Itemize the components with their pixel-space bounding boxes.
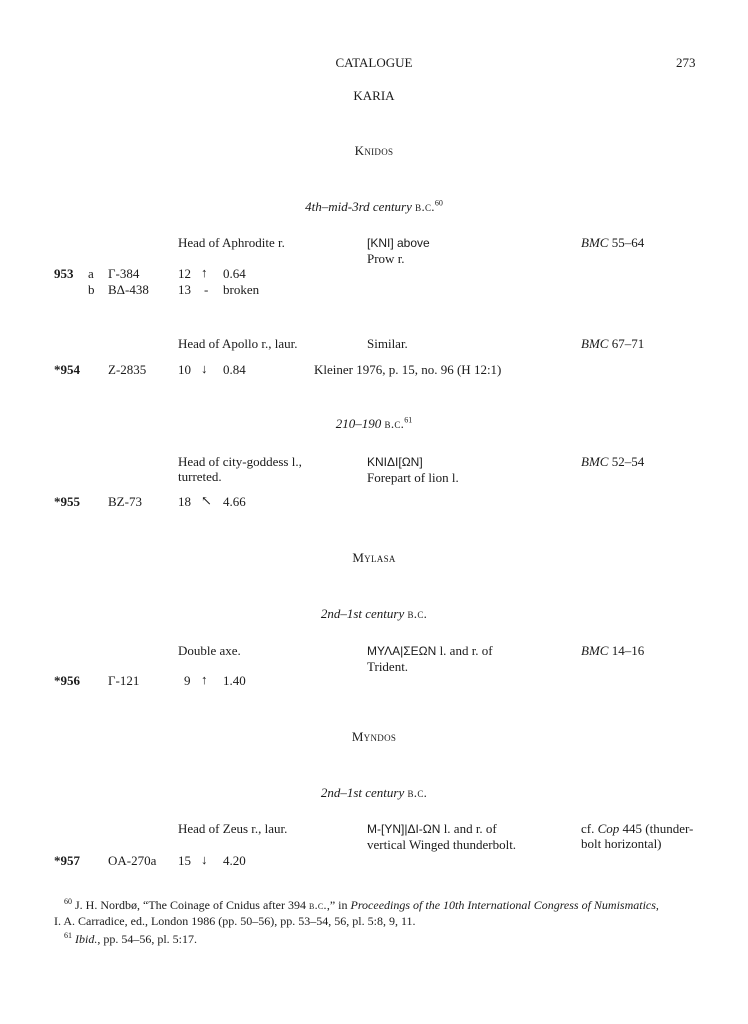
catalogue-number: *955 bbox=[54, 494, 80, 509]
reference: BMC 52–54 bbox=[581, 454, 645, 469]
inventory-number: ΒΔ-438 bbox=[108, 282, 149, 297]
running-head bbox=[0, 55, 748, 70]
reverse-description: Μ-[ΥΝ]|ΔΙ-ΩΝ l. and r. of vertical Winged thunderbolt. bbox=[367, 821, 517, 852]
value: 4.66 bbox=[223, 494, 246, 509]
inventory-number: Z-2835 bbox=[108, 362, 147, 377]
catalogue-number: 953 bbox=[54, 266, 74, 281]
footnote-ref[interactable]: 60 bbox=[434, 198, 443, 208]
inventory-number: BZ-73 bbox=[108, 494, 142, 509]
inventory-number: Γ-121 bbox=[108, 673, 140, 688]
reference: BMC 55–64 bbox=[581, 235, 645, 250]
catalogue-number: *954 bbox=[54, 362, 80, 377]
die-axis-up-left-arrow-icon: ↖ bbox=[201, 493, 212, 508]
weight: 10 bbox=[178, 362, 191, 377]
value: 1.40 bbox=[223, 673, 246, 688]
obverse-description: Head of Zeus r., laur. bbox=[178, 821, 288, 836]
weight: 12 bbox=[178, 266, 191, 281]
period-heading: 210–190 b.c.$^{61}$ bbox=[335, 415, 413, 431]
obverse-description: Double axe. bbox=[178, 643, 241, 658]
region-heading: KARIA bbox=[353, 88, 395, 103]
city-heading-knidos: Knidos bbox=[354, 143, 394, 158]
sub-letter: a bbox=[88, 266, 94, 281]
reverse-description: ΚΝΙΔΙ[ΩΝ] Forepart of lion l. bbox=[367, 455, 459, 485]
reverse-description: [KNI] above Prow r. bbox=[367, 236, 430, 266]
die-axis-down-arrow-icon: ↓ bbox=[201, 852, 208, 867]
weight: 15 bbox=[178, 853, 191, 868]
catalogue-number: *957 bbox=[54, 853, 80, 868]
obverse-description: Head of Apollo r., laur. bbox=[178, 336, 298, 351]
page-title: CATALOGUE bbox=[335, 55, 413, 70]
value: 0.84 bbox=[223, 362, 246, 377]
die-axis-up-arrow-icon: ↑ bbox=[201, 672, 208, 687]
inventory-number: OA-270a bbox=[108, 853, 157, 868]
die-axis-dash-icon: - bbox=[204, 282, 209, 297]
obverse-description: Head of Aphrodite r. bbox=[178, 235, 285, 250]
reference: BMC 67–71 bbox=[581, 336, 645, 351]
footnote-60-continued: I. A. Carradice, ed., London 1986 (pp. 50–56), pp. 53–54, 56, pl. 5:8, 9, 11. bbox=[54, 914, 416, 928]
die-axis-up-arrow-icon: ↑ bbox=[201, 265, 208, 280]
catalogue-number: *956 bbox=[54, 673, 80, 688]
value: broken bbox=[223, 282, 260, 297]
reference: cf. Cop 445 (thunder- bolt horizontal) bbox=[581, 821, 694, 851]
weight: 13 bbox=[178, 282, 191, 297]
reverse-description: ΜΥΛΑ|ΣΕΩΝ l. and r. of Trident. bbox=[367, 643, 493, 674]
footnote-60: $^{60}$ J. H. Nordbø, “The Coinage of Cnidus after 394 b.c.,” in Proceedings of the 10th International Congress of Numismatics, bbox=[64, 897, 659, 912]
obverse-description: Head of city-goddess l., turreted. bbox=[178, 454, 302, 484]
weight: 9 bbox=[184, 673, 191, 688]
city-heading-myndos: Myndos bbox=[351, 729, 397, 744]
value: 0.64 bbox=[223, 266, 246, 281]
footnote-61: $^{61}$ Ibid., pp. 54–56, pl. 5:17. bbox=[64, 931, 198, 946]
period-heading: 4th–mid-3rd century b.c.$^{60}$ bbox=[305, 198, 443, 214]
period-heading: 2nd–1st century b.c. bbox=[320, 606, 428, 621]
die-axis-down-arrow-icon: ↓ bbox=[201, 361, 208, 376]
reference: BMC 14–16 bbox=[581, 643, 645, 658]
city-heading-mylasa: Mylasa bbox=[352, 550, 396, 565]
period-heading: 2nd–1st century b.c. bbox=[320, 785, 428, 800]
footnote-ref[interactable]: 61 bbox=[404, 415, 413, 425]
reverse-description: Similar. bbox=[367, 336, 408, 351]
sub-letter: b bbox=[88, 282, 95, 297]
bibliographic-note: Kleiner 1976, p. 15, no. 96 (H 12:1) bbox=[314, 362, 502, 377]
inventory-number: Γ-384 bbox=[108, 266, 140, 281]
weight: 18 bbox=[178, 494, 191, 509]
value: 4.20 bbox=[223, 853, 246, 868]
page-number: 273 bbox=[676, 55, 696, 70]
